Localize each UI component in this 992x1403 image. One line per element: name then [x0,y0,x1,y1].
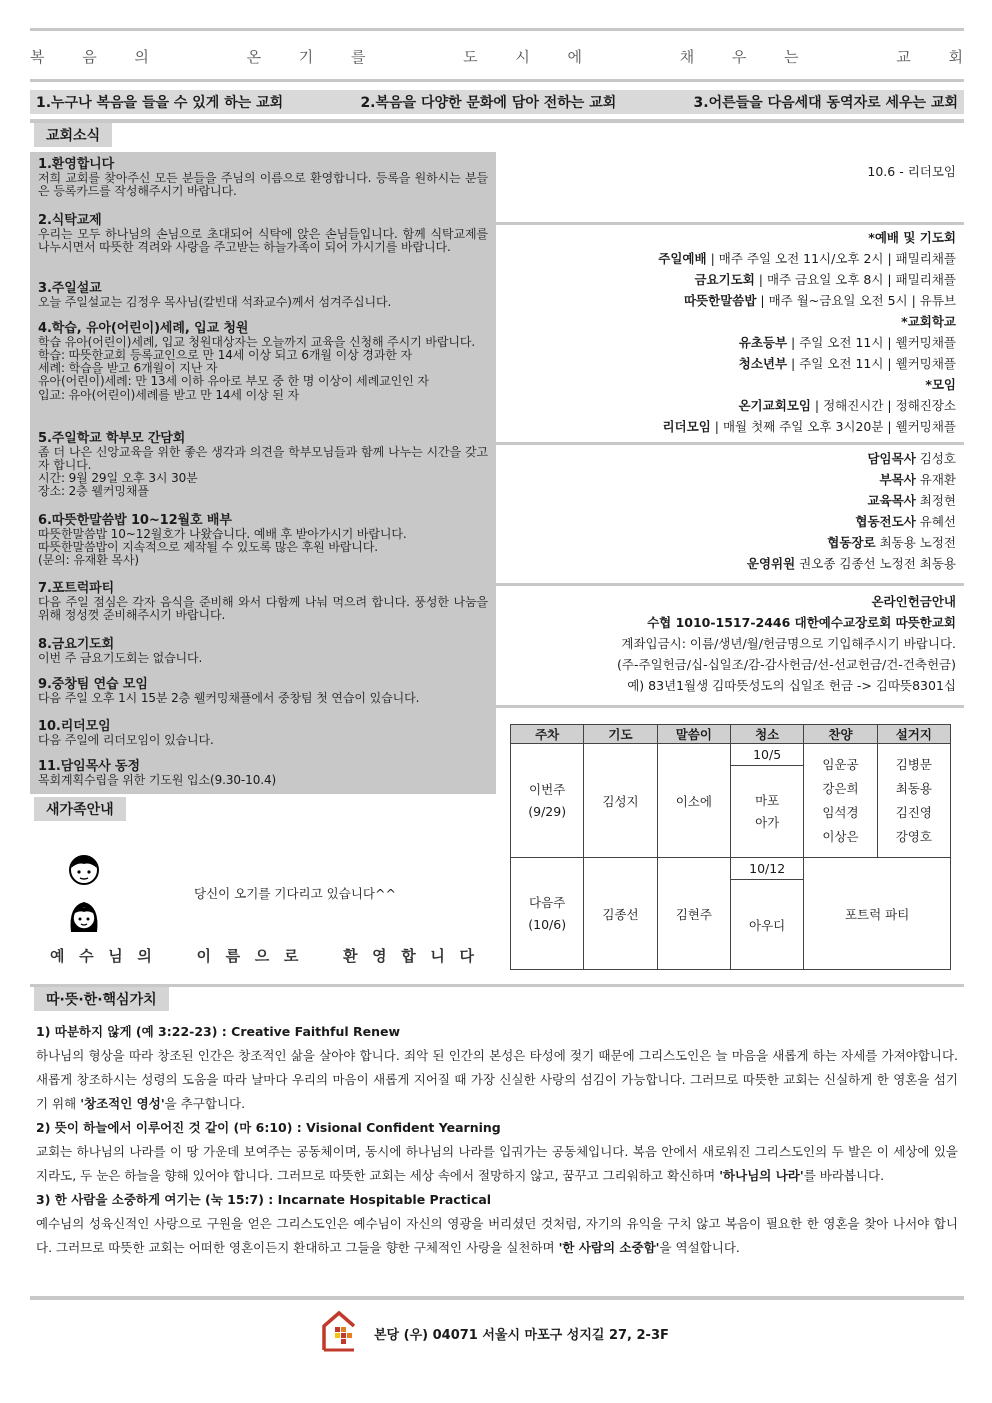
worship-row [658,416,956,437]
vision-item: 3.어른들을 다음세대 동역자로 세우는 교회 [693,95,958,111]
welcome-char: 니 [430,947,445,965]
schedule-note: 10.6 - 리더모임 [867,164,956,179]
worship-label: 따뜻한말씀밥 [683,293,757,308]
clean-date-cell: 10/5 [730,744,803,766]
music-cell [804,744,877,858]
music-name: 임운공 [822,756,859,772]
worship-row [658,353,956,374]
staff-role: 협동장로 [827,535,876,550]
worship-detail: | 매월 첫째 주일 오후 3시20분 | 웰커밍채플 [710,419,956,434]
staff-row [747,490,956,511]
staff-role: 교육목사 [867,493,916,508]
news-body: 우리는 모두 하나님의 손님으로 초대되어 식탁에 앉은 손님들입니다. 함께 식탁교제를 나누시면서 따뜻한 격려와 사랑을 주고받는 하늘가족이 되어 가시기를 바랍니다. [38,226,488,254]
bottom-rule [30,1296,964,1300]
news-title: 6.따뜻한말씀밥 10~12월호 배부 [38,513,232,528]
news-body: 다음 주일 점심은 각자 음식을 준비해 와서 다함께 나눠 먹으려 합니다. 풍성한 나눔을 위해 정성껏 준비해주시기 바랍니다. [38,594,488,622]
staff-role: 운영위원 [746,556,796,571]
news-title: 8.금요기도회 [38,637,115,652]
core-text: 예수님의 성육신적인 사랑으로 구원을 얻은 그리스도인은 예수님이 자신의 영광을 버리셨던 것처럼, 자기의 유익을 구치 않고 복음이 필요한 한 영혼을 찾아 나서야 합니다. 그러므로 따뜻한 교회는 어떠한 영혼이든지 환대하고 그들을 향한 구체적인 사랑을 실천하며 [36,1216,958,1255]
worship-detail: | 매주 월~금요일 오전 5시 | 유튜브 [756,293,956,308]
welcome-char: 영 [372,947,387,965]
news-item [38,322,488,402]
motto-char: 채 [679,48,696,66]
welcome-char: 으 [254,947,270,965]
week-date: (10/6) [528,916,567,932]
welcome-char: 름 [225,947,241,965]
motto-char: 회 [948,48,964,66]
staff-name: 최동용 노정전 [879,535,956,550]
week-label: 다음주 [529,894,566,910]
news-title: 7.포트럭파티 [38,581,115,596]
right-rule [496,583,964,586]
core-emphasis: '창조적인 영성' [80,1096,165,1111]
section-tag-core: 따·뜻·한·핵심가치 [34,987,169,1011]
core-body [36,1044,958,1116]
core-heading: 3) 한 사람을 소중하게 여기는 (눅 15:7) : Incarnate Hospitable Practical [36,1192,492,1207]
col-header: 말씀이 [657,725,730,744]
worship-row [658,332,956,353]
prayer-cell: 김성지 [584,744,657,858]
worship-label: *모임 [925,377,956,392]
news-item [38,282,488,309]
offering-title: 온라인헌금안내 [871,594,956,609]
col-header: 청소 [730,725,803,744]
worship-row [658,395,956,416]
welcome-char: 합 [401,947,416,965]
section-tag-news: 교회소식 [34,123,112,147]
core-text: 을 역설합니다. [659,1240,740,1255]
welcome-char: 환 [343,947,358,965]
worship-label: 주일예배 [658,251,707,266]
offering-account: 수협 1010-1517-2446 대한예수교장로회 따뜻한교회 [647,615,956,630]
staff-name: 김성호 [919,451,956,466]
motto-char: 는 [784,48,800,66]
news-item [38,638,488,665]
news-item [38,514,488,567]
vision-item: 1.누구나 복음을 들을 수 있게 하는 교회 [36,95,284,111]
col-header: 찬양 [804,725,877,744]
staff-row [747,469,956,490]
news-title: 9.중창팀 연습 모임 [38,677,148,692]
motto-char: 에 [567,48,583,66]
dish-name: 강영호 [895,828,932,844]
table-row [511,858,951,880]
welcome-char: 로 [283,947,299,965]
offering-line: 예) 83년1월생 김따뜻성도의 십일조 헌금 -> 김따뜻8301십 [627,678,956,693]
right-rule [496,442,964,445]
welcome-char: 님 [108,947,123,965]
core-body [36,1212,958,1260]
staff-name: 최정현 [919,493,956,508]
news-body: 이번 주 금요기도회는 없습니다. [38,650,203,665]
week-cell [511,744,584,858]
col-header: 주차 [511,725,584,744]
worship-label: 온기교회모임 [738,398,811,413]
col-header: 설거지 [877,725,950,744]
duty-table [510,724,951,970]
prayer-cell: 김종선 [584,858,657,970]
staff-name: 권오종 김종선 노정전 최동용 [799,556,956,571]
news-body: 오늘 주일설교는 김정우 목사님(칼빈대 석좌교수)께서 섬겨주십니다. [38,294,392,309]
right-rule [496,222,964,225]
worship-row [658,227,956,248]
footer [320,1310,669,1356]
newcomer-text: 당신이 오기를 기다리고 있습니다^^ [194,886,396,901]
col-header: 기도 [584,725,657,744]
news-item [38,432,488,499]
section-tag-newcomer: 새가족안내 [34,797,126,821]
worship-detail: | 정해진시간 | 정해진장소 [810,398,956,413]
worship-label: 금요기도회 [694,272,755,287]
dish-name: 김병문 [895,756,932,772]
music-name: 임석경 [822,804,859,820]
word-cell: 김현주 [657,858,730,970]
welcome-char: 예 [50,947,65,965]
core-text: 하나님의 형상을 따라 창조된 인간은 창조적인 삶을 살아야 합니다. 죄악 된 인간의 본성은 타성에 젖기 때문에 그리스도인은 늘 마음을 새롭게 하는 자세를 가져야합니다. 새롭게 창조하시는 성령의 도움을 따라 날마다 우리의 마음이 새롭게 지어질 때 가장 신실한 사랑의 섬김이 가능합니다. 그러므로 따뜻한 교회는 신실하게 한 영혼을 섬기기 위해 [36,1048,958,1111]
worship-list [658,227,956,437]
worship-label: *예배 및 기도회 [868,230,956,245]
news-body: 좀 더 나은 신앙교육을 위한 좋은 생각과 의견을 학부모님들과 함께 나누는 시간을 갖고자 합니다. 시간: 9월 29일 오후 3시 30분 장소: 2층 웰커밍채플 [38,444,489,499]
word-cell: 이소에 [657,744,730,858]
dish-name: 최동용 [895,780,932,796]
core-emphasis: '한 사람의 소중함' [558,1240,660,1255]
dish-cell [877,744,950,858]
girl-icon [66,898,102,938]
motto-char: 교 [896,48,912,66]
top-rule [30,28,964,31]
offering-line: 계좌입금시: 이름/생년/월/헌금명으로 기입해주시기 바랍니다. [621,636,956,651]
music-name: 강은희 [822,780,859,796]
news-title: 3.주일설교 [38,281,102,296]
core-rule [30,984,964,987]
news-item [38,582,488,622]
vision-rule [30,119,964,123]
worship-label: *교회학교 [901,314,956,329]
staff-role: 부목사 [879,472,916,487]
welcome-char: 수 [79,947,94,965]
news-item [38,678,488,705]
clean-cell: 아우디 [730,880,803,970]
news-item [38,760,488,787]
staff-role: 담임목사 [867,451,916,466]
news-title: 4.학습, 유아(어린이)세례, 입교 청원 [38,321,249,336]
motto-char: 기 [298,48,315,66]
motto [30,46,964,74]
motto-char: 우 [731,48,748,66]
worship-row [658,374,956,395]
welcome-char: 이 [196,947,211,965]
worship-detail: | 주일 오전 11시 | 웰커밍채플 [787,335,956,350]
clean-name: 아가 [755,814,780,830]
news-body: 따뜻한말씀밥 10~12월호가 나왔습니다. 예배 후 받아가시기 바랍니다. 따뜻한말씀밥이 지속적으로 제작될 수 있도록 많은 후원 바랍니다. (문의: 유재환 목사) [38,526,407,568]
offering-line: (주-주일헌금/십-십일조/감-감사헌금/선-선교헌금/건-건축헌금) [617,657,956,672]
vision-item: 2.복음을 다양한 문화에 담아 전하는 교회 [360,95,617,111]
news-item [38,720,488,747]
worship-detail: | 매주 금요일 오후 8시 | 패밀리채플 [754,272,956,287]
offering-info [617,591,956,696]
core-heading: 2) 뜻이 하늘에서 이루어진 것 같이 (마 6:10) : Visional Confident Yearning [36,1120,501,1135]
clean-date-cell: 10/12 [730,858,803,880]
table-row [511,744,951,766]
merged-cell: 포트럭 파티 [804,858,951,970]
core-text: 을 추구합니다. [164,1096,246,1111]
welcome-char: 의 [137,947,152,965]
welcome-line [50,945,474,966]
news-item [38,214,488,254]
motto-char: 를 [350,48,367,66]
welcome-char: 다 [459,947,474,965]
motto-char: 의 [134,48,150,66]
clean-cell [730,766,803,858]
church-logo-icon [320,1310,358,1356]
music-name: 이상은 [822,828,859,844]
dish-name: 김진영 [895,804,932,820]
core-body [36,1140,958,1188]
table-header-row [511,725,951,744]
staff-row [747,532,956,553]
worship-detail: | 매주 주일 오전 11시/오후 2시 | 패밀리채플 [706,251,956,266]
motto-rule [30,79,964,82]
news-title: 11.담임목사 동정 [38,759,140,774]
staff-row [747,448,956,469]
news-title: 1.환영합니다 [38,157,115,172]
news-item [38,158,488,198]
news-panel [30,152,496,794]
worship-label: 리더모임 [662,419,711,434]
worship-row [658,269,956,290]
staff-row [747,511,956,532]
week-cell [511,858,584,970]
news-body: 학습 유아(어린이)세례, 입교 청원대상자는 오늘까지 교육을 신청해 주시기 바랍니다. 학습: 따뜻한교회 등록교인으로 만 14세 이상 되고 6개월 이상 경과한 자 세례: 학습을 받고 6개월이 지난 자 유아(어린이)세례: 만 13세 이하 유아로 부모 중 한 명 이상이 세례교인인 자 입교: 유아(어린이)세례를 받고 만 14세 이상 된 자 [38,334,476,402]
core-values [36,1020,958,1260]
worship-row [658,290,956,311]
staff-role: 협동전도사 [855,514,916,529]
motto-char: 시 [515,48,531,66]
news-title: 5.주일학교 학부모 간담회 [38,431,186,446]
core-text: 를 바라봅니다. [803,1168,885,1183]
news-title: 2.식탁교제 [38,213,102,228]
motto-char: 음 [82,48,98,66]
staff-name: 유혜선 [919,514,956,529]
motto-char: 복 [30,48,46,66]
week-date: (9/29) [528,803,567,819]
staff-row [747,553,956,574]
core-text: 교회는 하나님의 나라를 이 땅 가운데 보여주는 공동체이며, 동시에 하나님의 나라를 입궈가는 공동체입니다. 복음 안에서 새로워진 그리스도인의 두 발은 이 세상에 있을 지라도, 두 눈은 하늘을 향해 있어야 합니다. 그러므로 따뜻한 교회는 세상 속에서 절망하지 않고, 꿈꾸고 그리워하고 확신하며 [36,1144,958,1183]
worship-label: 유초등부 [738,335,788,350]
staff-list [747,448,956,574]
news-body: 다음 주일 오후 1시 15분 2층 웰커밍채플에서 중창팀 첫 연습이 있습니다. [38,690,420,705]
news-body: 다음 주일에 리더모임이 있습니다. [38,732,214,747]
news-body: 저희 교회를 찾아주신 모든 분들을 주님의 이름으로 환영합니다. 등록을 원하시는 분들은 등록카드를 작성해주시기 바랍니다. [38,170,488,198]
news-title: 10.리더모임 [38,719,111,734]
worship-row [658,311,956,332]
news-body: 목회계획수립을 위한 기도원 입소(9.30-10.4) [38,772,277,787]
worship-detail: | 주일 오전 11시 | 웰커밍채플 [787,356,956,371]
boy-icon [68,852,100,890]
clean-name: 마포 [755,792,780,808]
staff-name: 유재환 [919,472,956,487]
worship-row [658,248,956,269]
vision-bar [30,90,964,114]
worship-label: 청소년부 [738,356,788,371]
core-heading: 1) 따분하지 않게 (예 3:22-23) : Creative Faithful Renew [36,1024,401,1039]
footer-address: 본당 (우) 04071 서울시 마포구 성지길 27, 2-3F [374,1327,669,1343]
right-rule [496,705,964,708]
motto-char: 도 [463,48,479,66]
core-emphasis: '하나님의 나라' [719,1168,804,1183]
week-label: 이번주 [529,781,566,797]
motto-char: 온 [246,48,263,66]
